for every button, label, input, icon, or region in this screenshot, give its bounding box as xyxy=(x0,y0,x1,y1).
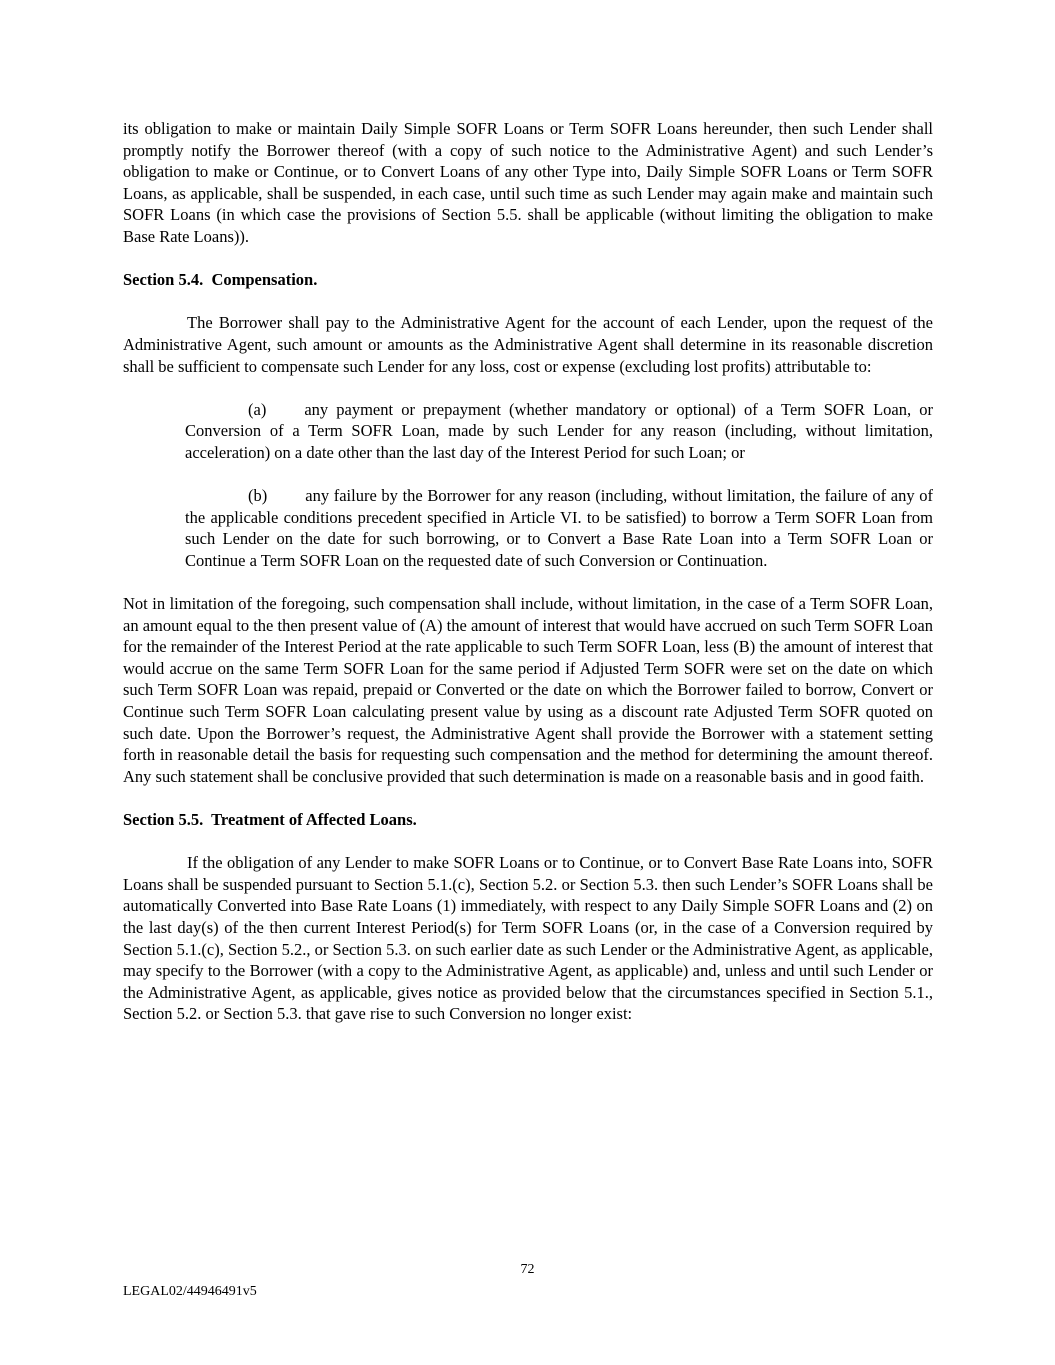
subparagraph-a xyxy=(185,399,933,464)
section-5-4-heading: Section 5.4. Compensation. xyxy=(123,270,318,290)
subparagraph-b-label: (b) xyxy=(248,486,268,506)
paragraph-suspension-continuation: its obligation to make or maintain Daily Simple SOFR Loans or Term SOFR Loans hereunder, then such Lender shall promptly notify the Borrower thereof (with a copy of such notice to the Administrative Agent) and such Lender’s obligation to make or Continue, or to Convert Loans of any other Type into, Daily Simple SOFR Loans or Term SOFR Loans, as applicable, shall be suspended, in each case, until such time as such Lender may again make and maintain such SOFR Loans (in which case the provisions of Section 5.5. shall be applicable (without limiting the obligation to make Base Rate Loans)). xyxy=(123,119,933,246)
paragraph-treatment-of-affected-loans: If the obligation of any Lender to make SOFR Loans or to Continue, or to Convert Base Rate Loans into, SOFR Loans shall be suspended pursuant to Section 5.1.(c), Section 5.2. or Section 5.3. then such Lender’s SOFR Loans shall be automatically Converted into Base Rate Loans (1) immediately, with respect to any Daily Simple SOFR Loans and (2) on the last day(s) of the then current Interest Period(s) for Term SOFR Loans (or, in the case of a Conversion required by Section 5.1.(c), Section 5.2., or Section 5.3. on such earlier date as such Lender or the Administrative Agent, as applicable, may specify to the Borrower (with a copy to the Administrative Agent, as applicable) and, unless and until such Lender or the Administrative Agent, as applicable, gives notice as provided below that the circumstances specified in Section 5.1., Section 5.2. or Section 5.3. that gave rise to such Conversion no longer exist: xyxy=(123,853,933,1024)
subparagraph-b-text: any failure by the Borrower for any reason (including, without limitation, the failure of any of the applicable conditions precedent specified in Article VI. to be satisfied) to borrow a Term SOFR Loan from such Lender on the date for such borrowing, or to Convert a Base Rate Loan into a Term SOFR Loan or Continue a Term SOFR Loan on the requested date of such Conversion or Continuation. xyxy=(185,486,933,570)
page-content xyxy=(123,118,933,1047)
paragraph-not-in-limitation: Not in limitation of the foregoing, such compensation shall include, without limitation, in the case of a Term SOFR Loan, an amount equal to the then present value of (A) the amount of interest that would have accrued on such Term SOFR Loan for the remainder of the Interest Period at the rate applicable to such Term SOFR Loan, less (B) the amount of interest that would accrue on the same Term SOFR Loan for the same period if Adjusted Term SOFR were set on the date on which such Term SOFR Loan was repaid, prepaid or Converted or the date on which the Borrower failed to borrow, Convert or Continue such Term SOFR Loan calculating present value by using as a discount rate Adjusted Term SOFR quoted on such date. Upon the Borrower’s request, the Administrative Agent shall provide the Borrower with a statement setting forth in reasonable detail the basis for requesting such compensation and the method for determining the amount thereof. Any such statement shall be conclusive provided that such determination is made on a reasonable basis and in good faith. xyxy=(123,594,933,786)
subparagraph-b xyxy=(185,485,933,571)
footer-document-id: LEGAL02/44946491v5 xyxy=(123,1284,257,1299)
section-5-5-heading: Section 5.5. Treatment of Affected Loans. xyxy=(123,810,417,829)
footer-page-number: 72 xyxy=(520,1262,535,1277)
paragraph-compensation-intro: The Borrower shall pay to the Administrative Agent for the account of each Lender, upon the request of the Administrative Agent, such amount or amounts as the Administrative Agent shall determine in its reasonable discretion shall be sufficient to compensate such Lender for any loss, cost or expense (excluding lost profits) attributable to: xyxy=(123,313,933,376)
subparagraph-a-label: (a) xyxy=(248,399,267,419)
subparagraph-a-text: any payment or prepayment (whether mandatory or optional) of a Term SOFR Loan, or Conversion of a Term SOFR Loan, made by such Lender for any reason (including, without limitation, acceleration) on a date other than the last day of the Interest Period for such Loan; or xyxy=(185,399,933,462)
